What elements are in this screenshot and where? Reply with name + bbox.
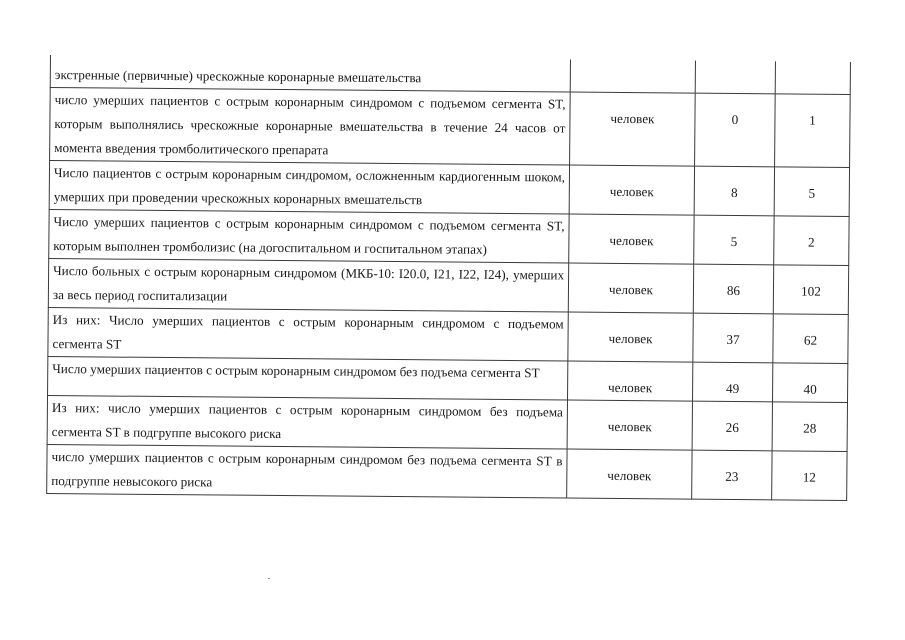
row-value-2: 5 bbox=[774, 167, 849, 217]
row-value-1: 37 bbox=[693, 313, 773, 363]
row-description: Число умерших пациентов с острым коронарным синдромом без подъема сегмента ST bbox=[48, 356, 568, 400]
row-unit: человек bbox=[568, 361, 693, 401]
row-description: Число умерших пациентов с острым коронарным синдромом с подъемом сегмента ST, которым выполнен тромболизис (на догоспитальном и госпитальном этапах) bbox=[49, 209, 569, 263]
row-value-2: 1 bbox=[775, 94, 851, 168]
row-value-1: 8 bbox=[694, 166, 774, 216]
row-unit: человек bbox=[570, 92, 696, 166]
row-description: Из них: Число умерших пациентов с острым коронарным синдромом с подъемом сегмента ST bbox=[48, 307, 568, 361]
row-value-1: 0 bbox=[695, 93, 776, 167]
row-value-1: 5 bbox=[694, 215, 774, 265]
row-description: Из них: число умерших пациентов с острым коронарным синдромом без подъема сегмента ST в подгруппе высокого риска bbox=[47, 395, 567, 449]
row-value-2: 12 bbox=[772, 451, 847, 501]
row-unit: человек bbox=[567, 400, 692, 450]
row-description: Число больных с острым коронарным синдромом (МКБ-10: I20.0, I21, I22, I24), умерших за весь период госпитализации bbox=[48, 258, 568, 312]
row-value-2: 40 bbox=[773, 363, 848, 403]
statistics-table bbox=[46, 55, 851, 501]
row-value-2: 28 bbox=[772, 402, 847, 452]
table-row bbox=[49, 161, 849, 217]
row-value-1: 26 bbox=[692, 401, 772, 451]
row-unit: человек bbox=[568, 312, 693, 362]
row-value-2: 102 bbox=[773, 265, 848, 315]
row-value-1 bbox=[695, 61, 775, 94]
row-value-2: 2 bbox=[774, 216, 849, 266]
row-description: число умерших пациентов с острым коронарным синдромом с подъемом сегмента ST, которым выполнялись чрескожные коронарные вмешательства в течение 24 часов от момента введения тромболитического препарата bbox=[50, 88, 571, 166]
table-row bbox=[48, 258, 848, 314]
row-description: экстренные (первичные) чрескожные коронарные вмешательства bbox=[50, 55, 570, 92]
table-row bbox=[49, 209, 849, 265]
row-value-1: 86 bbox=[693, 264, 773, 314]
row-description: число умерших пациентов с острым коронарным синдромом без подъема сегмента ST в подгруппе невысокого риска bbox=[47, 444, 567, 498]
row-description: Число пациентов с острым коронарным синдромом, осложненным кардиогенным шоком, умерших при проведении чрескожных коронарных вмешательств bbox=[49, 161, 569, 215]
row-unit: человек bbox=[567, 449, 692, 499]
row-unit: человек bbox=[569, 214, 694, 264]
row-unit bbox=[570, 60, 695, 94]
table-row bbox=[48, 307, 848, 363]
row-value-2: 62 bbox=[773, 314, 848, 364]
row-value-1: 49 bbox=[693, 362, 773, 402]
row-value-1: 23 bbox=[692, 450, 772, 500]
statistics-table-wrapper bbox=[46, 55, 850, 501]
table-row bbox=[50, 88, 851, 168]
table-row bbox=[47, 395, 847, 451]
row-unit: человек bbox=[568, 263, 693, 313]
scan-speck bbox=[268, 578, 270, 579]
row-value-2 bbox=[775, 61, 850, 94]
row-unit: человек bbox=[569, 165, 694, 215]
table-row bbox=[47, 444, 847, 500]
